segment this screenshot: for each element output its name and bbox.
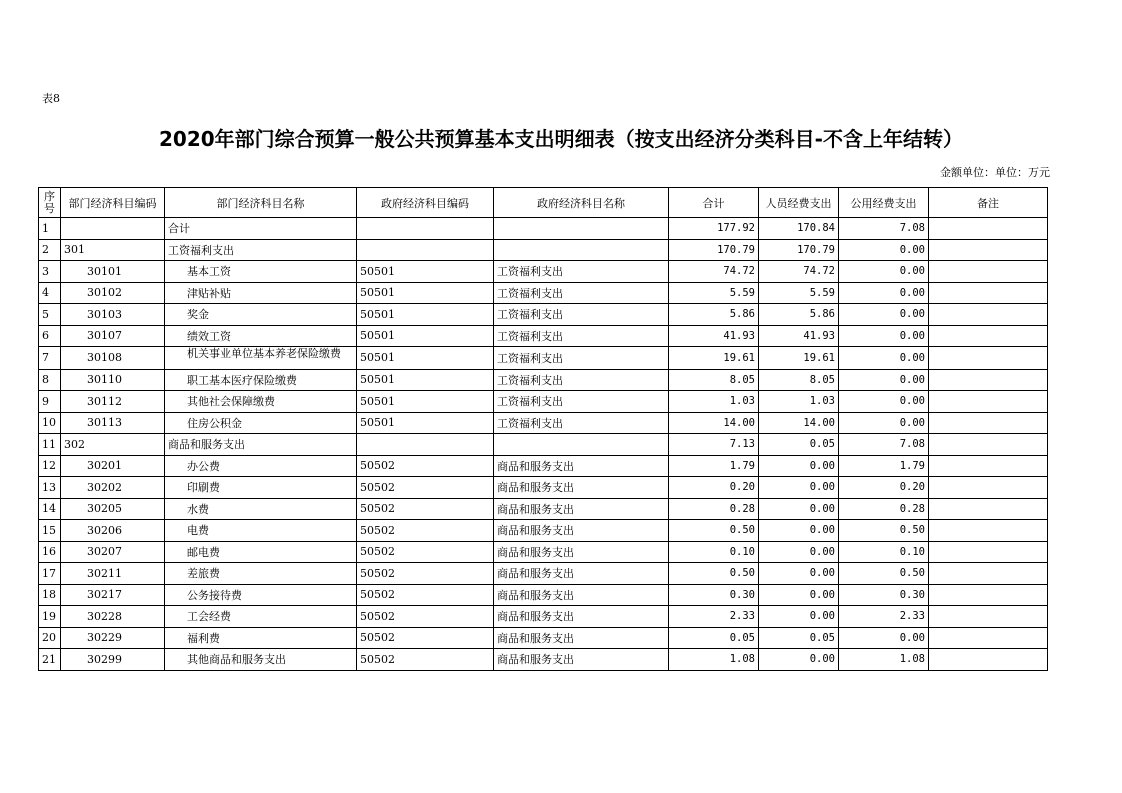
cell-personnel: 5.86 <box>759 304 839 326</box>
cell-public: 1.79 <box>839 455 929 477</box>
cell-dept-name: 差旅费 <box>165 563 357 585</box>
cell-dept-code: 30113 <box>61 412 165 434</box>
cell-personnel: 1.03 <box>759 391 839 413</box>
table-row <box>39 412 1048 434</box>
cell-total: 14.00 <box>669 412 759 434</box>
cell-dept-code: 30205 <box>61 498 165 520</box>
header-total: 合计 <box>669 188 759 218</box>
cell-public: 0.00 <box>839 304 929 326</box>
cell-dept-name: 机关事业单位基本养老保险缴费 <box>165 347 357 370</box>
cell-gov-name <box>494 434 669 456</box>
cell-gov-name: 商品和服务支出 <box>494 584 669 606</box>
cell-public: 0.50 <box>839 520 929 542</box>
header-gov-code: 政府经济科目编码 <box>357 188 494 218</box>
cell-note <box>929 325 1048 347</box>
cell-personnel: 0.05 <box>759 434 839 456</box>
cell-gov-name: 商品和服务支出 <box>494 498 669 520</box>
cell-gov-code: 50502 <box>357 584 494 606</box>
cell-gov-code: 50502 <box>357 649 494 671</box>
cell-dept-name: 其他社会保障缴费 <box>165 391 357 413</box>
cell-total: 7.13 <box>669 434 759 456</box>
cell-gov-code: 50501 <box>357 347 494 370</box>
table-row <box>39 563 1048 585</box>
cell-gov-code: 50501 <box>357 391 494 413</box>
cell-public: 0.00 <box>839 239 929 261</box>
cell-seq: 13 <box>39 477 61 499</box>
cell-note <box>929 218 1048 240</box>
cell-public: 0.00 <box>839 391 929 413</box>
cell-seq: 16 <box>39 541 61 563</box>
header-note: 备注 <box>929 188 1048 218</box>
cell-dept-code: 30103 <box>61 304 165 326</box>
header-dept-code: 部门经济科目编码 <box>61 188 165 218</box>
cell-total: 0.30 <box>669 584 759 606</box>
cell-gov-code: 50502 <box>357 520 494 542</box>
table-row <box>39 434 1048 456</box>
cell-public: 7.08 <box>839 434 929 456</box>
page-title: 2020年部门综合预算一般公共预算基本支出明细表（按支出经济分类科目-不含上年结转） <box>159 127 963 151</box>
cell-dept-name: 住房公积金 <box>165 412 357 434</box>
cell-gov-code: 50501 <box>357 282 494 304</box>
cell-seq: 10 <box>39 412 61 434</box>
cell-gov-name: 工资福利支出 <box>494 347 669 370</box>
cell-dept-name: 其他商品和服务支出 <box>165 649 357 671</box>
cell-total: 177.92 <box>669 218 759 240</box>
cell-note <box>929 649 1048 671</box>
cell-dept-code: 30206 <box>61 520 165 542</box>
cell-gov-name: 商品和服务支出 <box>494 455 669 477</box>
cell-dept-code: 30202 <box>61 477 165 499</box>
cell-gov-code: 50502 <box>357 498 494 520</box>
cell-dept-name: 工会经费 <box>165 606 357 628</box>
cell-personnel: 8.05 <box>759 369 839 391</box>
cell-note <box>929 627 1048 649</box>
cell-gov-code: 50502 <box>357 455 494 477</box>
cell-personnel: 41.93 <box>759 325 839 347</box>
cell-personnel: 0.00 <box>759 455 839 477</box>
cell-note <box>929 261 1048 283</box>
cell-gov-name: 工资福利支出 <box>494 412 669 434</box>
cell-dept-code: 30299 <box>61 649 165 671</box>
cell-note <box>929 391 1048 413</box>
cell-gov-code <box>357 239 494 261</box>
cell-total: 2.33 <box>669 606 759 628</box>
cell-seq: 20 <box>39 627 61 649</box>
cell-note <box>929 520 1048 542</box>
cell-public: 0.30 <box>839 584 929 606</box>
cell-total: 5.86 <box>669 304 759 326</box>
cell-total: 74.72 <box>669 261 759 283</box>
cell-total: 19.61 <box>669 347 759 370</box>
header-dept-name: 部门经济科目名称 <box>165 188 357 218</box>
cell-gov-name: 工资福利支出 <box>494 369 669 391</box>
cell-dept-code: 30101 <box>61 261 165 283</box>
cell-seq: 1 <box>39 218 61 240</box>
cell-note <box>929 304 1048 326</box>
cell-total: 41.93 <box>669 325 759 347</box>
cell-total: 1.08 <box>669 649 759 671</box>
cell-seq: 7 <box>39 347 61 370</box>
cell-total: 1.03 <box>669 391 759 413</box>
cell-dept-name: 绩效工资 <box>165 325 357 347</box>
cell-dept-code: 30112 <box>61 391 165 413</box>
cell-personnel: 0.05 <box>759 627 839 649</box>
cell-gov-code: 50502 <box>357 541 494 563</box>
cell-note <box>929 455 1048 477</box>
cell-personnel: 74.72 <box>759 261 839 283</box>
cell-dept-name: 办公费 <box>165 455 357 477</box>
header-gov-name: 政府经济科目名称 <box>494 188 669 218</box>
table-row <box>39 282 1048 304</box>
cell-personnel: 0.00 <box>759 498 839 520</box>
cell-gov-code: 50502 <box>357 606 494 628</box>
cell-note <box>929 239 1048 261</box>
cell-personnel: 170.79 <box>759 239 839 261</box>
table-row <box>39 627 1048 649</box>
cell-dept-code: 30110 <box>61 369 165 391</box>
cell-gov-code: 50501 <box>357 412 494 434</box>
cell-note <box>929 606 1048 628</box>
cell-personnel: 14.00 <box>759 412 839 434</box>
cell-dept-code: 30108 <box>61 347 165 370</box>
cell-public: 0.00 <box>839 412 929 434</box>
cell-gov-name: 工资福利支出 <box>494 261 669 283</box>
table-row <box>39 218 1048 240</box>
cell-gov-code: 50502 <box>357 563 494 585</box>
cell-public: 0.00 <box>839 347 929 370</box>
cell-total: 0.50 <box>669 563 759 585</box>
cell-seq: 5 <box>39 304 61 326</box>
cell-public: 2.33 <box>839 606 929 628</box>
cell-dept-code: 30211 <box>61 563 165 585</box>
cell-total: 1.79 <box>669 455 759 477</box>
cell-gov-name: 商品和服务支出 <box>494 627 669 649</box>
cell-gov-code <box>357 218 494 240</box>
cell-gov-code: 50502 <box>357 627 494 649</box>
cell-gov-code <box>357 434 494 456</box>
cell-dept-code: 30201 <box>61 455 165 477</box>
cell-personnel: 19.61 <box>759 347 839 370</box>
cell-total: 8.05 <box>669 369 759 391</box>
cell-dept-code: 30107 <box>61 325 165 347</box>
table-row <box>39 239 1048 261</box>
header-public: 公用经费支出 <box>839 188 929 218</box>
cell-public: 0.00 <box>839 627 929 649</box>
cell-seq: 2 <box>39 239 61 261</box>
table-row <box>39 325 1048 347</box>
cell-public: 0.00 <box>839 369 929 391</box>
cell-public: 0.10 <box>839 541 929 563</box>
cell-dept-name: 福利费 <box>165 627 357 649</box>
cell-personnel: 0.00 <box>759 520 839 542</box>
budget-table <box>38 187 1048 671</box>
cell-public: 7.08 <box>839 218 929 240</box>
cell-note <box>929 412 1048 434</box>
table-row <box>39 584 1048 606</box>
cell-gov-code: 50502 <box>357 477 494 499</box>
cell-seq: 4 <box>39 282 61 304</box>
cell-dept-code: 30207 <box>61 541 165 563</box>
cell-note <box>929 584 1048 606</box>
cell-gov-code: 50501 <box>357 261 494 283</box>
cell-seq: 17 <box>39 563 61 585</box>
cell-seq: 12 <box>39 455 61 477</box>
cell-dept-code: 30217 <box>61 584 165 606</box>
cell-seq: 19 <box>39 606 61 628</box>
cell-gov-name: 工资福利支出 <box>494 304 669 326</box>
cell-seq: 9 <box>39 391 61 413</box>
table-number: 表8 <box>42 92 60 105</box>
cell-note <box>929 369 1048 391</box>
cell-dept-name: 基本工资 <box>165 261 357 283</box>
cell-gov-code: 50501 <box>357 369 494 391</box>
cell-gov-name: 商品和服务支出 <box>494 649 669 671</box>
cell-dept-code: 30228 <box>61 606 165 628</box>
cell-public: 0.28 <box>839 498 929 520</box>
table-row <box>39 541 1048 563</box>
table-row <box>39 498 1048 520</box>
cell-gov-name: 工资福利支出 <box>494 282 669 304</box>
cell-dept-name: 商品和服务支出 <box>165 434 357 456</box>
cell-gov-code: 50501 <box>357 304 494 326</box>
cell-public: 0.00 <box>839 325 929 347</box>
cell-seq: 3 <box>39 261 61 283</box>
table-row <box>39 369 1048 391</box>
cell-gov-name: 商品和服务支出 <box>494 520 669 542</box>
table-row <box>39 391 1048 413</box>
cell-note <box>929 498 1048 520</box>
table-header-row <box>39 188 1048 218</box>
cell-total: 0.05 <box>669 627 759 649</box>
cell-seq: 8 <box>39 369 61 391</box>
cell-gov-name: 工资福利支出 <box>494 391 669 413</box>
amount-unit: 金额单位：单位：万元 <box>940 166 1050 179</box>
cell-note <box>929 541 1048 563</box>
cell-gov-name: 商品和服务支出 <box>494 606 669 628</box>
cell-personnel: 0.00 <box>759 584 839 606</box>
cell-gov-name <box>494 218 669 240</box>
cell-public: 0.00 <box>839 282 929 304</box>
cell-seq: 15 <box>39 520 61 542</box>
cell-dept-name: 公务接待费 <box>165 584 357 606</box>
cell-dept-name: 奖金 <box>165 304 357 326</box>
cell-public: 0.20 <box>839 477 929 499</box>
table-row <box>39 261 1048 283</box>
table-row <box>39 606 1048 628</box>
cell-gov-name: 商品和服务支出 <box>494 563 669 585</box>
cell-personnel: 0.00 <box>759 649 839 671</box>
cell-gov-name <box>494 239 669 261</box>
cell-personnel: 0.00 <box>759 541 839 563</box>
cell-personnel: 0.00 <box>759 606 839 628</box>
table-row <box>39 304 1048 326</box>
cell-gov-name: 工资福利支出 <box>494 325 669 347</box>
cell-dept-name: 合计 <box>165 218 357 240</box>
header-seq: 序号 <box>39 188 61 218</box>
cell-seq: 6 <box>39 325 61 347</box>
table-row <box>39 477 1048 499</box>
table-row <box>39 455 1048 477</box>
cell-dept-name: 津贴补贴 <box>165 282 357 304</box>
cell-dept-code: 30102 <box>61 282 165 304</box>
cell-total: 0.50 <box>669 520 759 542</box>
cell-note <box>929 477 1048 499</box>
cell-dept-code: 30229 <box>61 627 165 649</box>
cell-dept-name: 电费 <box>165 520 357 542</box>
table-row <box>39 520 1048 542</box>
cell-seq: 11 <box>39 434 61 456</box>
cell-gov-code: 50501 <box>357 325 494 347</box>
cell-personnel: 5.59 <box>759 282 839 304</box>
cell-note <box>929 563 1048 585</box>
cell-seq: 21 <box>39 649 61 671</box>
cell-seq: 14 <box>39 498 61 520</box>
cell-dept-code: 301 <box>61 239 165 261</box>
cell-dept-name: 印刷费 <box>165 477 357 499</box>
cell-total: 0.20 <box>669 477 759 499</box>
cell-personnel: 170.84 <box>759 218 839 240</box>
header-personnel: 人员经费支出 <box>759 188 839 218</box>
cell-total: 0.10 <box>669 541 759 563</box>
cell-personnel: 0.00 <box>759 563 839 585</box>
cell-total: 5.59 <box>669 282 759 304</box>
cell-dept-name: 职工基本医疗保险缴费 <box>165 369 357 391</box>
cell-total: 0.28 <box>669 498 759 520</box>
cell-public: 1.08 <box>839 649 929 671</box>
cell-gov-name: 商品和服务支出 <box>494 477 669 499</box>
cell-dept-name: 邮电费 <box>165 541 357 563</box>
cell-note <box>929 282 1048 304</box>
cell-note <box>929 347 1048 370</box>
cell-total: 170.79 <box>669 239 759 261</box>
cell-public: 0.50 <box>839 563 929 585</box>
cell-dept-name: 工资福利支出 <box>165 239 357 261</box>
table-row <box>39 347 1048 370</box>
cell-note <box>929 434 1048 456</box>
table-row <box>39 649 1048 671</box>
cell-personnel: 0.00 <box>759 477 839 499</box>
cell-gov-name: 商品和服务支出 <box>494 541 669 563</box>
cell-public: 0.00 <box>839 261 929 283</box>
cell-dept-code <box>61 218 165 240</box>
cell-dept-code: 302 <box>61 434 165 456</box>
cell-dept-name: 水费 <box>165 498 357 520</box>
cell-seq: 18 <box>39 584 61 606</box>
